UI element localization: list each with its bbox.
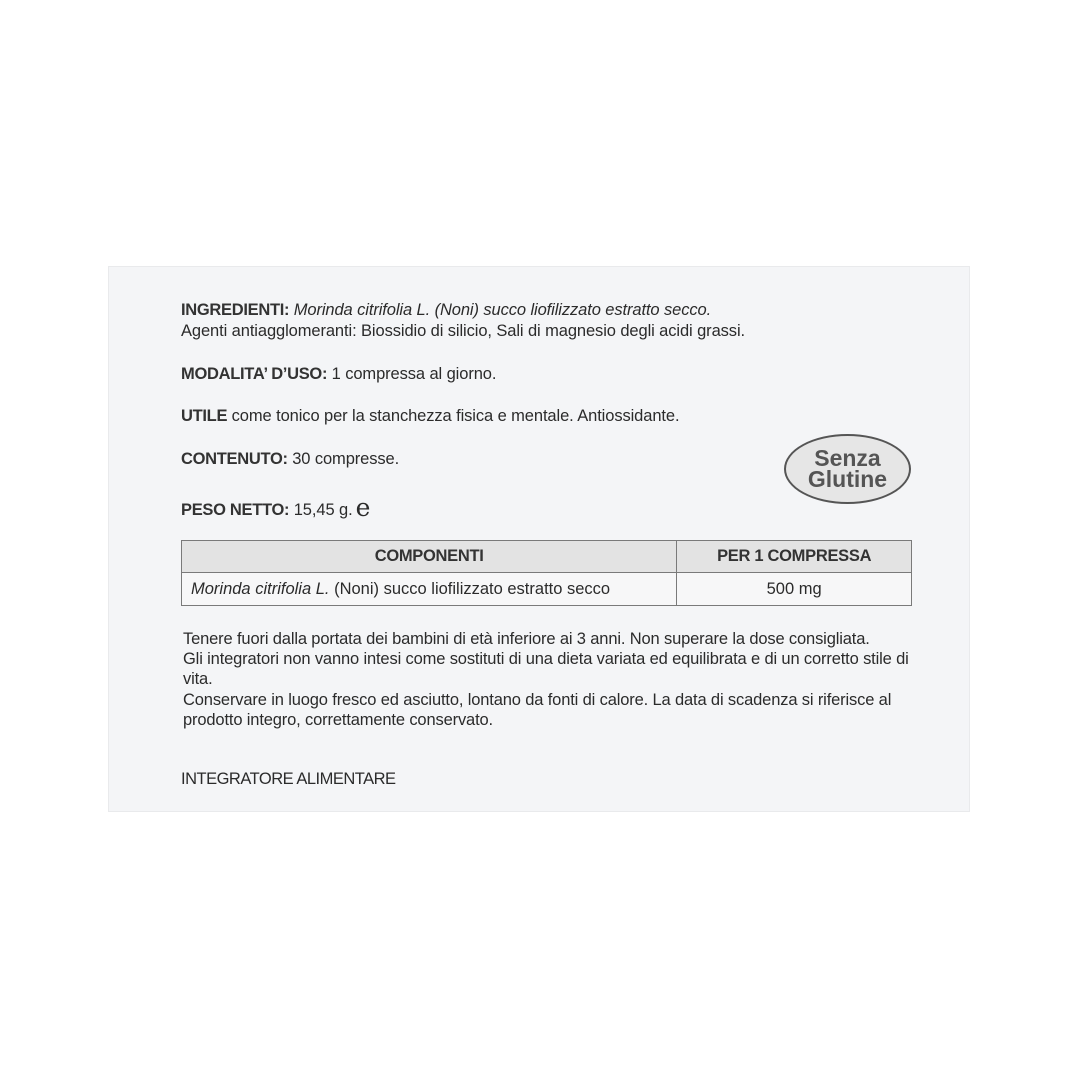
component-name-italic: Morinda citrifolia L. [191, 579, 330, 598]
net-weight-line [181, 493, 371, 522]
content-text: 30 compresse. [292, 450, 400, 468]
ingredients-additives: Agenti antiagglomeranti: Biossidio di silicio, Sali di magnesio degli acidi grassi. [181, 322, 745, 340]
usage-label: MODALITA’ D’USO: [181, 365, 328, 383]
useful-text: come tonico per la stanchezza fisica e mentale. Antiossidante. [231, 407, 680, 425]
table-header-row [182, 541, 912, 573]
badge-line-1: Senza [814, 445, 881, 471]
warning-storage: Conservare in luogo fresco ed asciutto, lontano da fonti di calore. La data di scadenza si riferisce al prodotto integro, correttamente conservato. [183, 690, 892, 729]
net-weight-label: PESO NETTO: [181, 501, 290, 519]
gluten-free-badge [784, 434, 911, 504]
useful-line [181, 406, 679, 426]
ingredients-line [181, 300, 711, 320]
warning-children: Tenere fuori dalla portata dei bambini di età inferiore ai 3 anni. Non superare la dose consigliata. [183, 630, 870, 648]
ingredients-main: Morinda citrifolia L. (Noni) succo liofilizzato estratto secco. [293, 301, 712, 319]
warning-diet: Gli integratori non vanno intesi come sostituti di una dieta variata ed equilibrata e di un corretto stile di vita. [183, 650, 909, 689]
badge-line-2: Glutine [807, 466, 888, 492]
product-category: INTEGRATORE ALIMENTARE [181, 770, 396, 788]
content-line [181, 449, 399, 469]
table-row [182, 573, 912, 606]
ingredients-label: INGREDIENTI: [181, 301, 290, 319]
content-label: CONTENUTO: [181, 450, 288, 468]
component-name-rest: (Noni) succo liofilizzato estratto secco [334, 579, 611, 598]
estimated-sign: e [355, 493, 371, 522]
component-amount: 500 mg [677, 573, 912, 606]
label-panel [108, 266, 970, 812]
net-weight-value: 15,45 g. [293, 501, 353, 519]
useful-label: UTILE [181, 407, 228, 425]
header-per-tablet: PER 1 COMPRESSA [677, 541, 912, 573]
components-table [181, 540, 912, 606]
component-name [182, 573, 677, 606]
warnings [183, 629, 918, 730]
header-components: COMPONENTI [182, 541, 677, 573]
usage-line [181, 364, 496, 384]
usage-text: 1 compressa al giorno. [331, 365, 497, 383]
